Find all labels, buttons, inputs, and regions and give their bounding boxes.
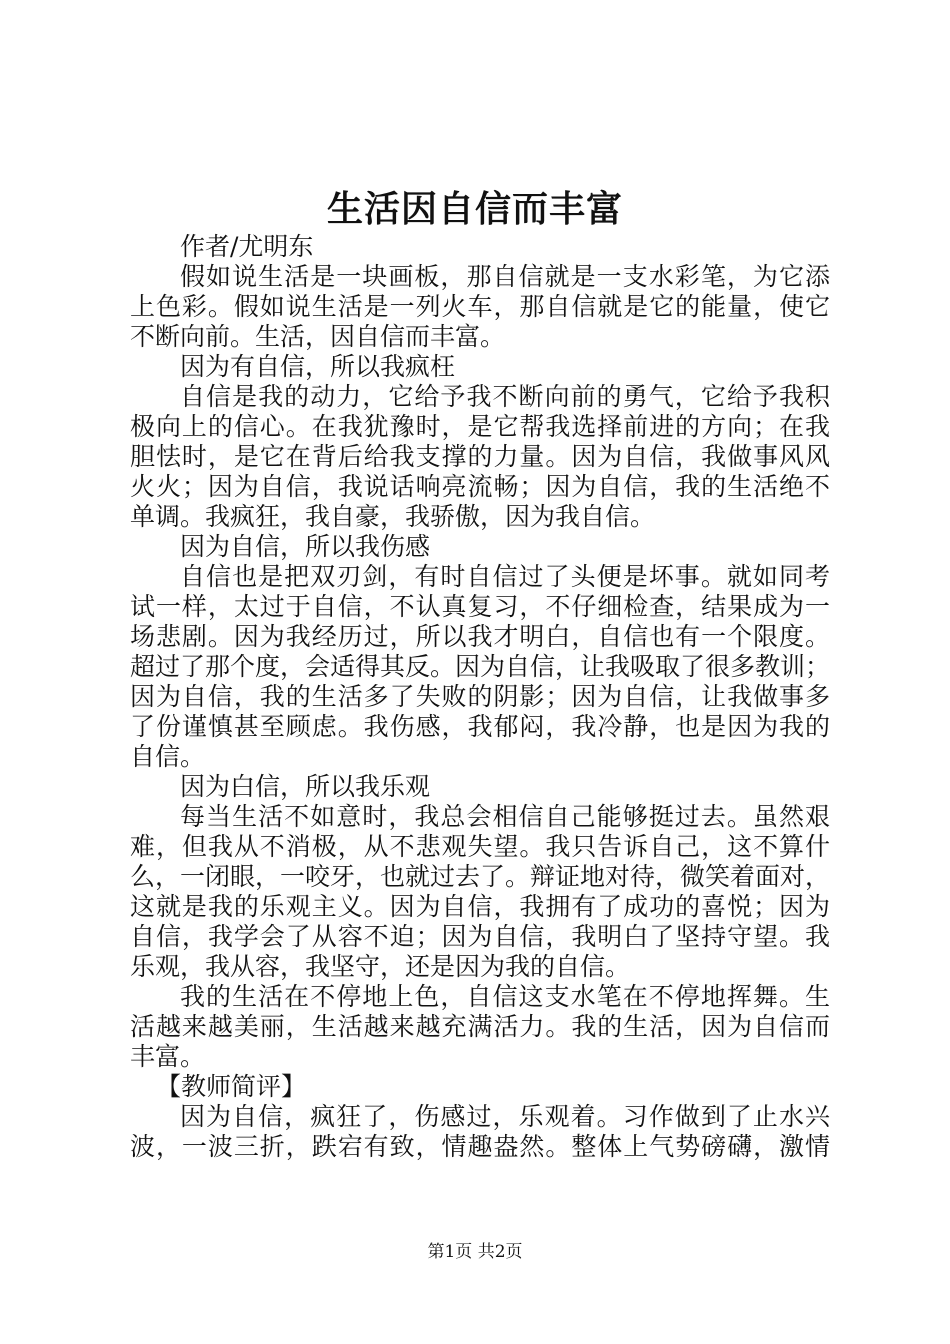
text-line: 了份谨慎甚至顾虑。我伤感，我郁闷，我冷静，也是因为我的 bbox=[130, 712, 830, 741]
text-line: 自信。 bbox=[130, 742, 206, 771]
text-line: 单调。我疯狂，我自豪，我骄傲，因为我自信。 bbox=[130, 502, 656, 531]
text-line: 胆怯时，是它在背后给我支撑的力量。因为自信，我做事风风 bbox=[130, 442, 830, 471]
text-line: 上色彩。假如说生活是一列火车，那自信就是它的能量，使它 bbox=[130, 292, 830, 321]
text-line: 我的生活在不停地上色，自信这支水笔在不停地挥舞。生 bbox=[180, 982, 830, 1011]
text-line: 乐观，我从容，我坚守，还是因为我的自信。 bbox=[130, 952, 631, 981]
text-line: 因为白信，所以我乐观 bbox=[180, 772, 431, 801]
text-line: 因为有自信，所以我疯枉 bbox=[180, 352, 456, 381]
text-line: 试一样，太过于自信，不认真复习，不仔细检查，结果成为一 bbox=[130, 592, 830, 621]
document-body bbox=[130, 232, 830, 1162]
text-line: 丰富。 bbox=[130, 1042, 206, 1071]
text-line: 【教师简评】 bbox=[156, 1072, 307, 1101]
text-line: 场悲剧。因为我经历过，所以我才明白，自信也有一个限度。 bbox=[130, 622, 830, 651]
text-line: 自信是我的动力，它给予我不断向前的勇气，它给予我积 bbox=[180, 382, 830, 411]
text-line: 么，一闭眼，一咬牙，也就过去了。辩证地对待，微笑着面对， bbox=[130, 862, 830, 891]
text-line: 火火；因为自信，我说话响亮流畅；因为自信，我的生活绝不 bbox=[130, 472, 830, 501]
text-line: 假如说生活是一块画板，那自信就是一支水彩笔，为它添 bbox=[180, 262, 830, 291]
text-line: 活越来越美丽，生活越来越充满活力。我的生活，因为自信而 bbox=[130, 1012, 830, 1041]
text-line: 因为自信，所以我伤感 bbox=[180, 532, 431, 561]
text-line: 自信，我学会了从容不迫；因为自信，我明白了坚持守望。我 bbox=[130, 922, 830, 951]
text-line: 因为自信，我的生活多了失败的阴影；因为自信，让我做事多 bbox=[130, 682, 830, 711]
page-footer: 第1页 共2页 bbox=[427, 1242, 523, 1262]
text-line: 不断向前。生活，因自信而丰富。 bbox=[130, 322, 506, 351]
text-line: 每当生活不如意时，我总会相信自己能够挺过去。虽然艰 bbox=[180, 802, 830, 831]
text-line: 难，但我从不消极，从不悲观失望。我只告诉自己，这不算什 bbox=[130, 832, 830, 861]
text-line: 作者/尤明东 bbox=[180, 232, 314, 261]
text-line: 超过了那个度，会适得其反。因为自信，让我吸取了很多教训； bbox=[130, 652, 830, 681]
text-line: 自信也是把双刃剑，有时自信过了头便是坏事。就如同考 bbox=[180, 562, 830, 591]
text-line: 波，一波三折，跌宕有致，情趣盎然。整体上气势磅礴，激情 bbox=[130, 1132, 830, 1161]
text-line: 极向上的信心。在我犹豫时，是它帮我选择前进的方向；在我 bbox=[130, 412, 830, 441]
text-line: 因为自信，疯狂了，伤感过，乐观着。习作做到了止水兴 bbox=[180, 1102, 830, 1131]
text-line: 这就是我的乐观主义。因为自信，我拥有了成功的喜悦；因为 bbox=[130, 892, 830, 921]
document-title: 生活因自信而丰富 bbox=[326, 188, 623, 230]
